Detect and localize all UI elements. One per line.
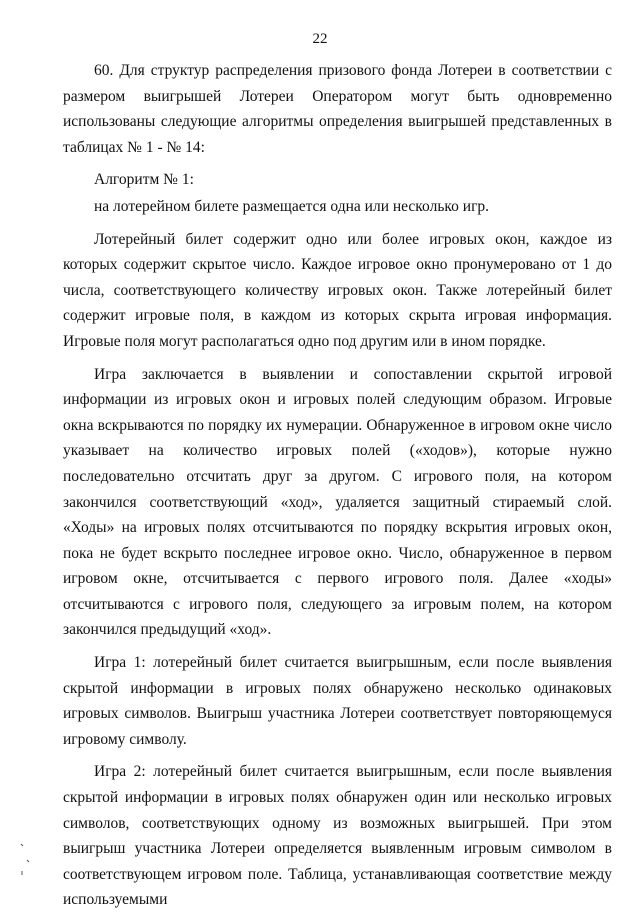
paragraph-games-on-ticket: на лотерейном билете размещается одна или несколько игр. xyxy=(94,197,490,215)
page-number: 22 xyxy=(312,31,328,47)
paragraph-algorithm-heading: Алгоритм № 1: xyxy=(94,171,194,189)
paragraph-game-2: Игра 2: лотерейный билет считается выигрышным, если после выявления скрытой информации в игровых полях обнаружен один или несколько игровых символов, соответствующих одному из возможных выигрышей. При этом выигрыш участника Лотереи определяется выявленным игровым символом в соответствующем игровом поле. Таблица, устанавливающая соответствие между используемыми xyxy=(63,763,612,909)
paragraph-ticket-description: Лотерейный билет содержит одно или более игровых окон, каждое из которых содержит скрытое число. Каждое игровое окно пронумеровано от 1 до числа, соответствующего количеству игровых окон. Также лотерейный билет содержит игровые поля, в каждом из которых скрыта игровая информация. Игровые поля могут располагаться одно под другим или в ином порядке. xyxy=(63,230,612,350)
paragraph-game-procedure: Игра заключается в выявлении и сопоставлении скрытой игровой информации из игровых окон и игровых полей следующим образом. Игровые окна вскрываются по порядку их нумерации. Обнаруженное в игровом окне число указывает на количество игровых полей («ходов»), которые нужно последовательно отсчитать друг за другом. С игрового поля, на котором закончился соответствующий «ход», удаляется защитный стираемый слой. «Ходы» на игровых полях отсчитываются по порядку вскрытия игровых окон, пока не будет вскрыто последнее игровое окно. Число, обнаруженное в первом игровом окне, отсчитывается с первого игрового поля. Далее «ходы» отсчитываются с игрового поля, следующего за игровым полем, на котором закончился предыдущий «ход». xyxy=(63,365,612,639)
paragraph-section-60: 60. Для структур распределения призового фонда Лотереи в соответствии с размером выигрышей Лотереи Оператором могут быть одновременно использованы следующие алгоритмы определения выигрышей представленных в таблицах № 1 - № 14: xyxy=(63,62,612,156)
paragraph-game-1: Игра 1: лотерейный билет считается выигрышным, если после выявления скрытой информации в игровых полях обнаружено несколько одинаковых игровых символов. Выигрыш участника Лотереи соответствует повторяющемуся игровому символу. xyxy=(63,654,612,748)
scan-marks xyxy=(18,842,32,876)
document-body xyxy=(63,58,612,913)
